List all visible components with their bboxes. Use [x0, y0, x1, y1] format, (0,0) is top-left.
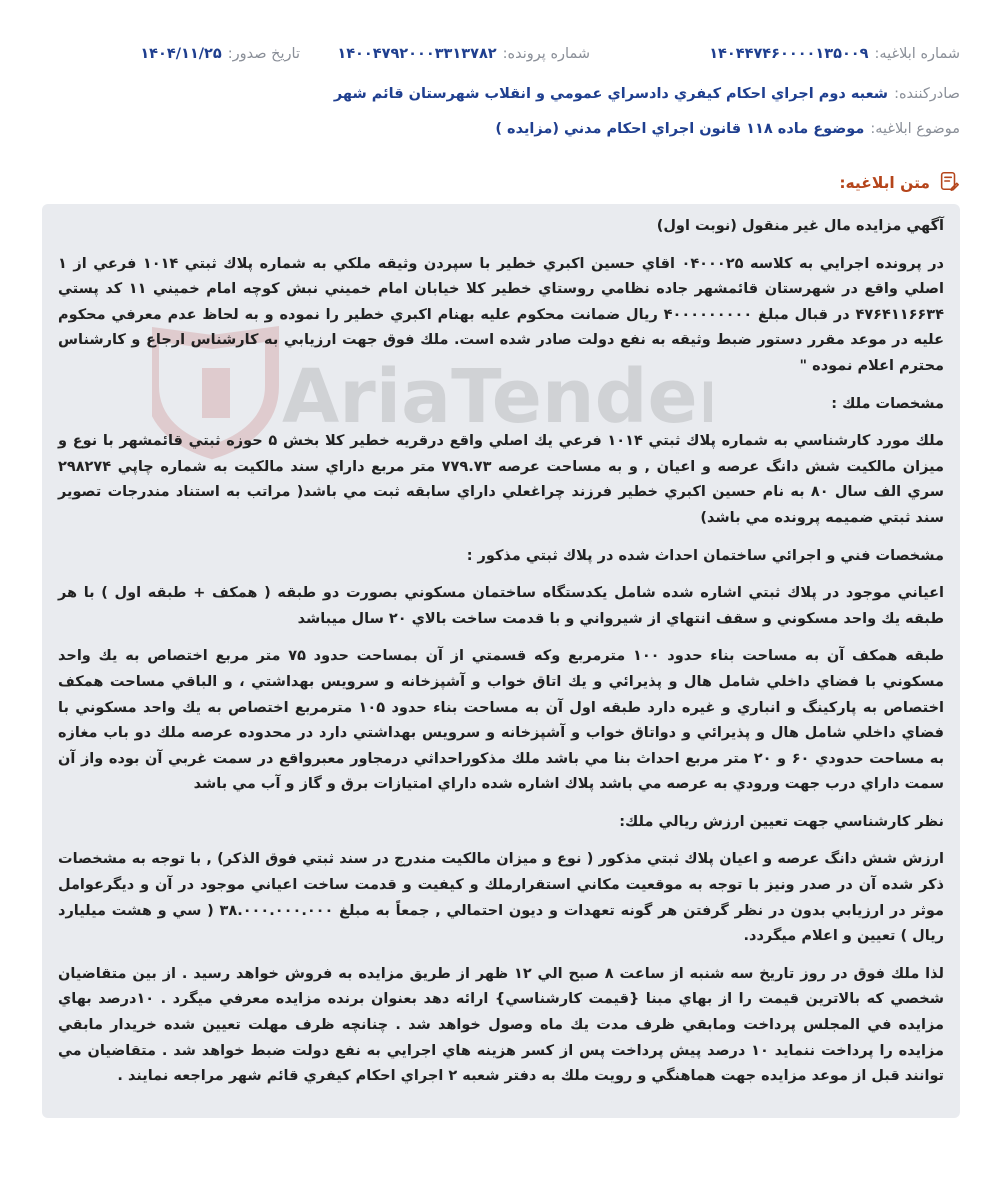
meta-row-numbers	[40, 46, 960, 62]
issuer-label: صادرکننده:	[894, 86, 960, 102]
issuer: شعبه دوم اجراي احكام كيفري دادسراي عمومي و انقلاب شهرستان قائم شهر	[333, 86, 889, 102]
subject-label: موضوع ابلاغیه:	[870, 121, 960, 137]
issue-date-label: تاريخ صدور:	[227, 46, 300, 62]
notice-content-box	[42, 204, 960, 1118]
notice-text-heading	[839, 170, 960, 196]
case-number-group	[337, 46, 590, 62]
issue-date-group	[140, 46, 300, 62]
paragraph-appraisal-value: ارزش شش دانگ عرصه و اعيان پلاك ثبتي مذكور ( نوع و ميزان مالكيت مندرج در سند ثبتي فوق الذكر) , با توجه به مشخصات ذكر شده آن در صدر ونيز با توجه به موقعيت مكاني استقرارملك و كيفيت و قدمت ساخت اعياني موجود در آن و ديگرعوامل موثر در ارزيابي بدون در نظر گرفتن هر گونه تعهدات و ديون احتمالي , جمعاً به مبلغ ۳۸.۰۰۰.۰۰۰.۰۰۰ ( سي و هشت ميليارد ريال ) تعيين و اعلام ميگردد.	[58, 851, 945, 945]
paragraph-building-details: طبقه همكف آن به مساحت بناء حدود ۱۰۰ مترمربع وكه قسمتي از آن بمساحت حدود ۷۵ متر مربع اختصاص به يك واحد مسكوني با فضاي داخلي شامل هال و پذيرائي و يك اتاق خواب و آشپزخانه و سرويس بهداشتي ، و الباقي مساحت همكف اختصاص به پاركينگ و انباري و غيره دارد طبقه اول آن به مساحت بناء حدود ۱۰۵ مترمربع اختصاص به يك واحد مسكوني با فضاي داخلي شامل هال و پذيرائي و دواتاق خواب و آشپزخانه و سرويس بهداشتي دارد در محدوده عرصه ملك دو باب مغازه به مساحت حدودي ۶۰ و ۲۰ متر مربع احداث بنا مي باشد ملك مذكوراحداثي درمجاور معبرواقع در سمت غربي آن بوده واز آن سمت داراي درب جهت ورودي به عرصه مي باشد پلاك اشاره شده داراي امتيازات برق و گاز و آب مي باشد	[58, 648, 945, 793]
case-number-label: شماره پرونده:	[502, 46, 590, 62]
paragraph-property-specs: ملك مورد كارشناسي به شماره پلاك ثبتي ۱۰۱۴ فرعي يك اصلي واقع درقريه خطير كلا بخش ۵ حوزه ثبتي قائمشهر با نوع و ميزان مالكيت شش دانگ عرصه و اعيان , و به مساحت عرصه ۷۷۹.۷۳ متر مربع داراي سند مالكيت به شماره چاپي ۲۹۸۲۷۴ سري الف سال ۸۰ به نام حسين اكبري خطير فرزند چراغعلي داراي سابقه ثبت مي باشد( مراتب به استناد مندرجات تصوير سند ثبتي ضميمه پرونده مي باشد)	[58, 433, 945, 526]
paragraph-property-heading: مشخصات ملك :	[831, 395, 944, 412]
paragraph-building-heading: مشخصات فني و اجرائي ساختمان احداث شده در پلاك ثبتي مذكور :	[466, 547, 944, 564]
notice-document-icon	[938, 170, 960, 196]
issue-date: ۱۴۰۴/۱۱/۲۵	[140, 46, 222, 62]
paragraph-building-summary: اعياني موجود در پلاك ثبتي اشاره شده شامل يكدستگاه ساختمان مسكوني بصورت دو طبقه ( همكف + طبقه اول ) با هر طبقه يك واحد مسكوني و سقف انتهاي از شيرواني و با قدمت ساخت بالاي ۲۰ سال ميباشد	[58, 585, 944, 627]
issuer-row	[40, 86, 960, 102]
paragraph-case: در پرونده اجرايي به كلاسه ۰۴۰۰۰۲۵ اقاي حسين اكبري خطير با سپردن وثيقه ملكي به شماره پلاك ثبتي ۱۰۱۴ فرعي از ۱ اصلي واقع در شهرستان قائمشهر جاده نظامي روستاي خطير كلا خيابان امام خميني نبش كوچه امام خميني ۱۱ كد پستي ۴۷۶۴۱۱۶۶۳۴ در قبال مبلغ ۴۰۰۰۰۰۰۰۰۰ ريال ضمانت محكوم عليه بهنام اكبري خطير را نموده و به لحاظ عدم معرفي محكوم عليه در موعد مقرر دستور ضبط وثيقه به نفع دولت صادر شده است. ملك فوق جهت ارزيابي به كارشناس ارجاع و كارشناس محترم اعلام نموده "	[58, 255, 944, 374]
case-number: ۱۴۰۰۴۷۹۲۰۰۰۳۳۱۳۷۸۲	[337, 46, 497, 62]
paragraph-title: آگهي مزايده مال غير منقول (نوبت اول)	[656, 218, 944, 234]
subject-row	[40, 121, 960, 137]
svg-text:AriaTender.neT: AriaTender	[282, 354, 712, 440]
notice-number-label: شماره ابلاغيه:	[874, 46, 960, 62]
notice-number: ۱۴۰۴۴۷۴۶۰۰۰۰۱۳۵۰۰۹	[709, 46, 869, 62]
notice-text-title: متن ابلاغیه:	[839, 174, 930, 192]
paragraph-auction-terms: لذا ملك فوق در روز تاريخ سه شنبه از ساعت ۸ صبح الي ۱۲ ظهر از طريق مزايده به فروش خواهد رسيد . از بين متقاضيان شخصي كه بالاترين قيمت را از بهاي مبنا {قيمت كارشناسي} ارائه دهد بعنوان برنده مزايده معرفي ميگرد . ۱۰درصد بهاي مزايده في المجلس پرداخت ومابقي ظرف مدت يك ماه وصول خواهد شد . چنانچه ظرف مهلت تعيين شده خريدار مابقي مزايده را پرداخت ننمايد ۱۰ درصد پيش پرداخت پس از كسر هزينه هاي اجرايي به نفع دولت ضبط خواهد شد . متقاضيان مي توانند قبل از موعد مزايده جهت هماهنگي و رويت ملك به دفتر شعبه ۲ اجراي احكام كيفري قائم شهر مراجعه نمايند .	[58, 965, 944, 1085]
notice-number-group	[709, 46, 960, 62]
paragraph-appraisal-heading: نظر كارشناسي جهت تعيين ارزش ريالي ملك:	[619, 813, 944, 830]
subject: موضوع ماده ۱۱۸ قانون اجراي احكام مدني (مزايده )	[495, 121, 865, 137]
